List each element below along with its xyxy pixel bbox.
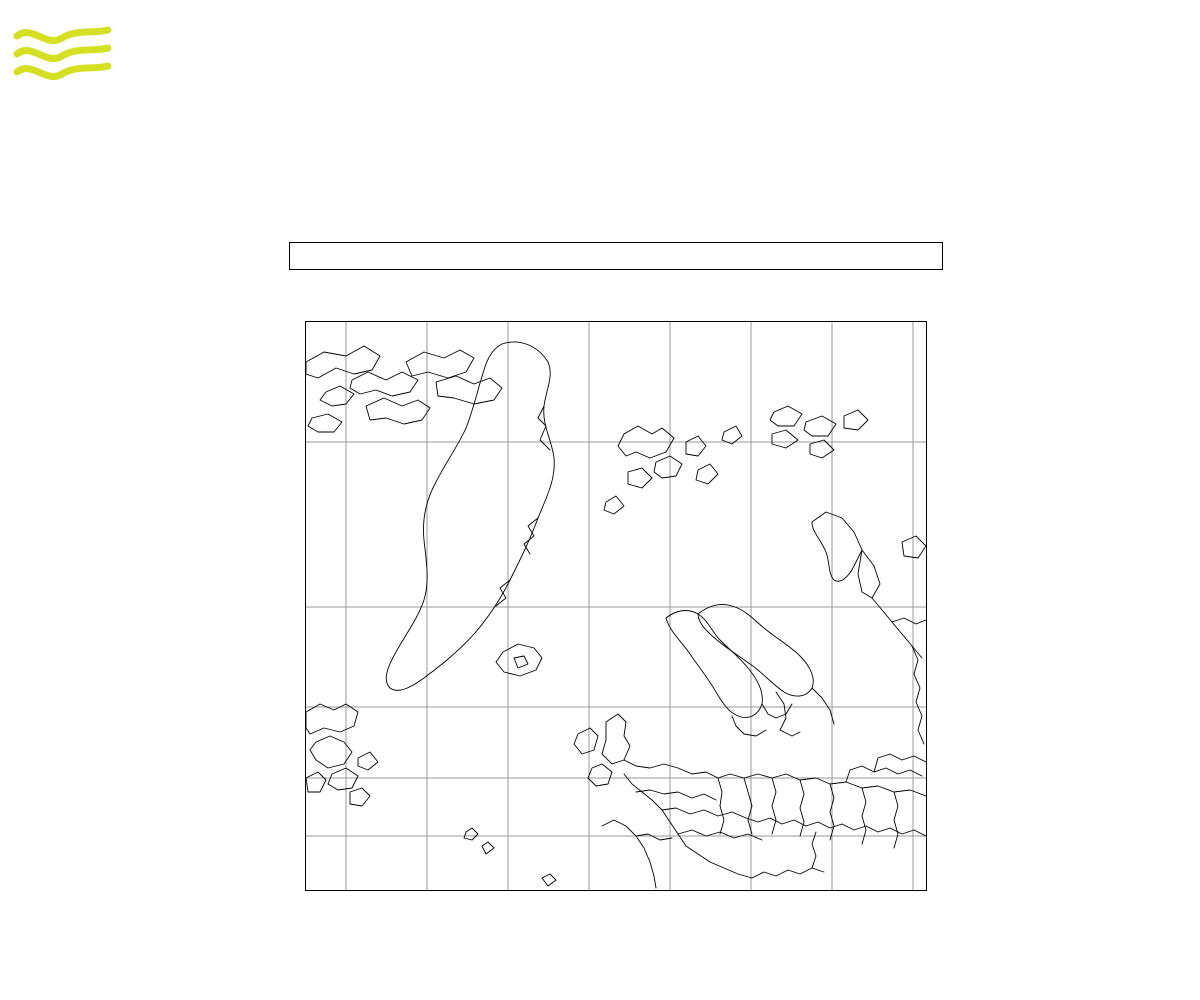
- met-office-logo: [12, 20, 122, 120]
- met-office-wave-icon: [12, 20, 122, 90]
- colorbar: [289, 242, 943, 270]
- map-svg: [306, 322, 926, 890]
- map-coastlines: [306, 342, 926, 888]
- title-block: [0, 0, 1200, 28]
- colorbar-gradient: [289, 242, 943, 270]
- colorbar-tick-labels: [289, 271, 943, 289]
- map-graticule: [306, 322, 926, 890]
- map-plot-area[interactable]: [305, 321, 927, 891]
